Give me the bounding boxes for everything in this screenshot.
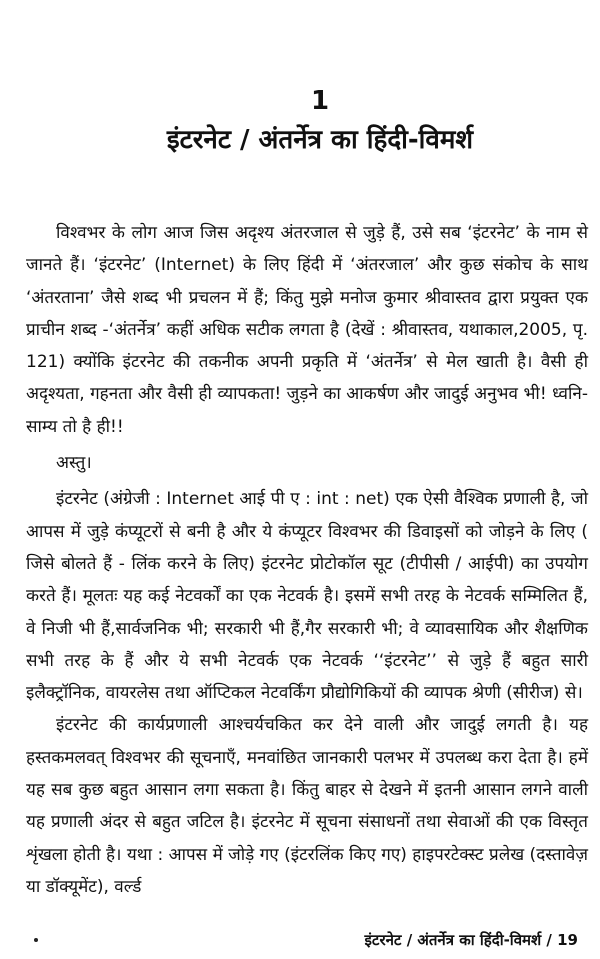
paragraph: इंटरनेट की कार्यप्रणाली आश्चर्यचकित कर देने वाली और जादुई लगती है। यह हस्तकमलवत् विश्वभर की सूचनाएँ, मनवांछित जानकारी पलभर में उपलब्ध करा देता है। हमें यह सब कुछ बहुत आसान लगा सकता है। किंतु बाहर से देखने में इतनी आसान लगने वाली यह प्रणाली अंदर से बहुत जटिल है। इंटरनेट में सूचना संसाधनों तथा सेवाओं की एक विस्तृत शृंखला होती है। यथा : आपस में जोड़े गए (इंटरलिंक किए गए) हाइपरटेक्स्ट प्रलेख (दस्तावेज़ या डॉक्यूमेंट), वर्ल्ड: [26, 715, 588, 897]
paragraph: अस्तु।: [56, 453, 92, 474]
chapter-body: [26, 217, 588, 903]
running-head-with-page-number: इंटरनेट / अंतर्नेत्र का हिंदी-विमर्श / 19: [364, 931, 578, 949]
paragraph: विश्वभर के लोग आज जिस अदृश्य अंतरजाल से जुड़े हैं, उसे सब ‘इंटरनेट’ के नाम से जानते हैं। ‘इंटरनेट’ (Internet) के लिए हिंदी में ‘अंतरजाल’ और कुछ संकोच के साथ ‘अंतरताना’ जैसे शब्द भी प्रचलन में हैं; किंतु मुझे मनोज कुमार श्रीवास्तव द्वारा प्रयुक्त एक प्राचीन शब्द -‘अंतर्नेत्र’ कहीं अधिक सटीक लगता है (देखें : श्रीवास्तव, यथाकाल,2005, पृ. 121) क्योंकि इंटरनेट की तकनीक अपनी प्रकृति में ‘अंतर्नेत्र’ से मेल खाती है। वैसी ही अदृश्यता, गहनता और वैसी ही व्यापकता! जुड़ने का आकर्षण और जादुई अनुभव भी! ध्वनि-साम्य तो है ही!!: [26, 223, 588, 437]
chapter-title: इंटरनेट / अंतर्नेत्र का हिंदी-विमर्श: [166, 125, 474, 155]
chapter-number: 1: [310, 86, 330, 116]
paragraph: इंटरनेट (अंग्रेजी : Internet आई पी ए : int : net) एक ऐसी वैश्विक प्रणाली है, जो आपस में जुड़े कंप्यूटरों से बनी है और ये कंप्यूटर विश्वभर की डिवाइसों को जोड़ने के लिए ( जिसे बोलते हैं - लिंक करने के लिए) इंटरनेट प्रोटोकॉल सूट (टीपीसी / आईपी) का उपयोग करते हैं। मूलतः यह कई नेटवर्कों का एक नेटवर्क है। इसमें सभी तरह के नेटवर्क सम्मिलित हैं, वे निजी भी हैं,सार्वजनिक भी; सरकारी भी हैं,गैर सरकारी भी; वे व्यावसायिक और शैक्षणिक सभी तरह के हैं और ये सभी नेटवर्क एक नेटवर्क ‘‘इंटरनेट’’ से जुड़े हैं बहुत सारी इलैक्ट्रॉनिक, वायरलेस तथा ऑप्टिकल नेटवर्किंग प्रौद्योगिकियों की व्यापक श्रेणी (सीरीज) से।: [26, 489, 588, 704]
page-footer: [0, 930, 600, 952]
dot-mark: [34, 938, 38, 942]
